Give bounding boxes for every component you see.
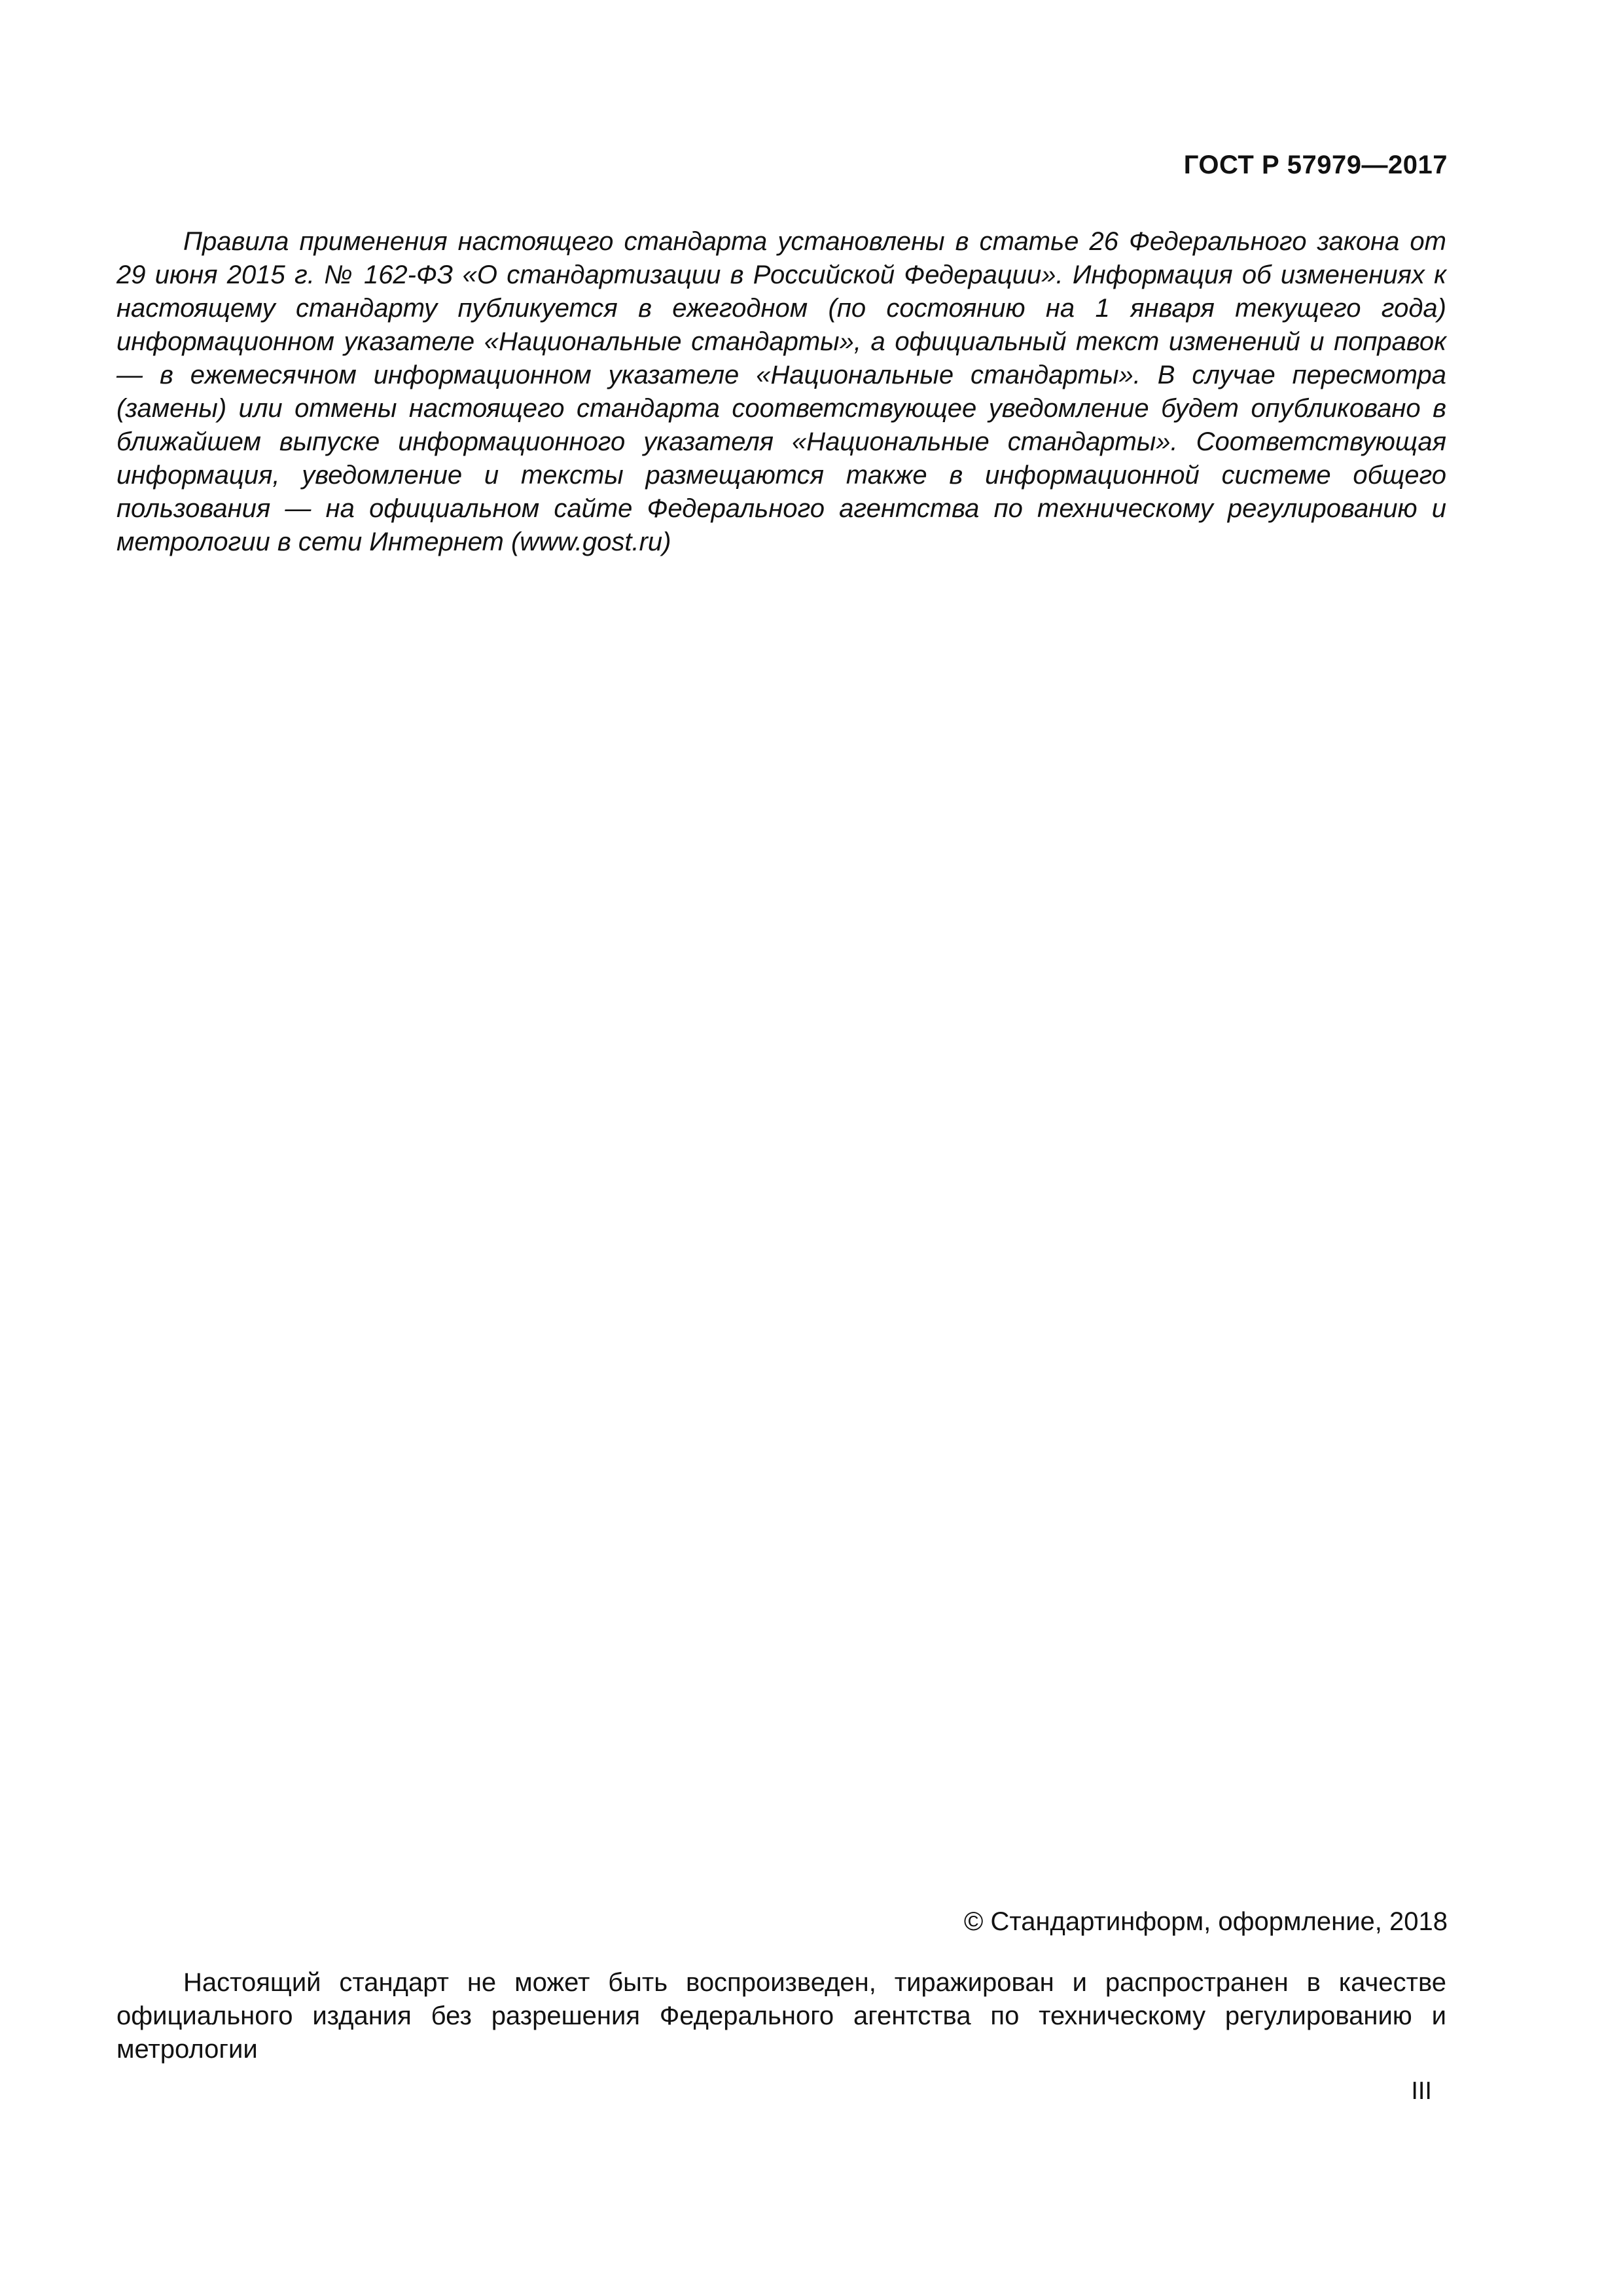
page-number: III bbox=[1411, 2077, 1432, 2105]
reproduction-notice-paragraph: Настоящий стандарт не может быть воспроизведен, тиражирован и распространен в качестве официального издания без разрешения Федерального агентства по техническому регулированию и метрологии bbox=[116, 1968, 1446, 2064]
copyright-notice: © Стандартинформ, оформление, 2018 bbox=[963, 1907, 1448, 1936]
legal-notice-paragraph: Правила применения настоящего стандарта установлены в статье 26 Федерального закона от 29 июня 2015 г. № 162-ФЗ «О стандартизации в Российской Федерации». Информация об изменениях к настоящему стандарту публикуется в ежегодном (по состоянию на 1 января текущего года) информационном указателе «Национальные стандарты», а официальный текст изменений и поправок — в ежемесячном информационном указателе «Национальные стандарты». В случае пересмотра (замены) или отмены настоящего стандарта соответствующее уведомление будет опубликовано в ближайшем выпуске информационного указателя «Национальные стандарты». Соответствующая информация, уведомление и тексты размещаются также в информационной системе общего пользования — на официальном сайте Федерального агентства по техническому регулированию и метрологии в сети Интернет (www.gost.ru) bbox=[116, 227, 1446, 556]
standard-code: ГОСТ Р 57979—2017 bbox=[1183, 151, 1448, 179]
